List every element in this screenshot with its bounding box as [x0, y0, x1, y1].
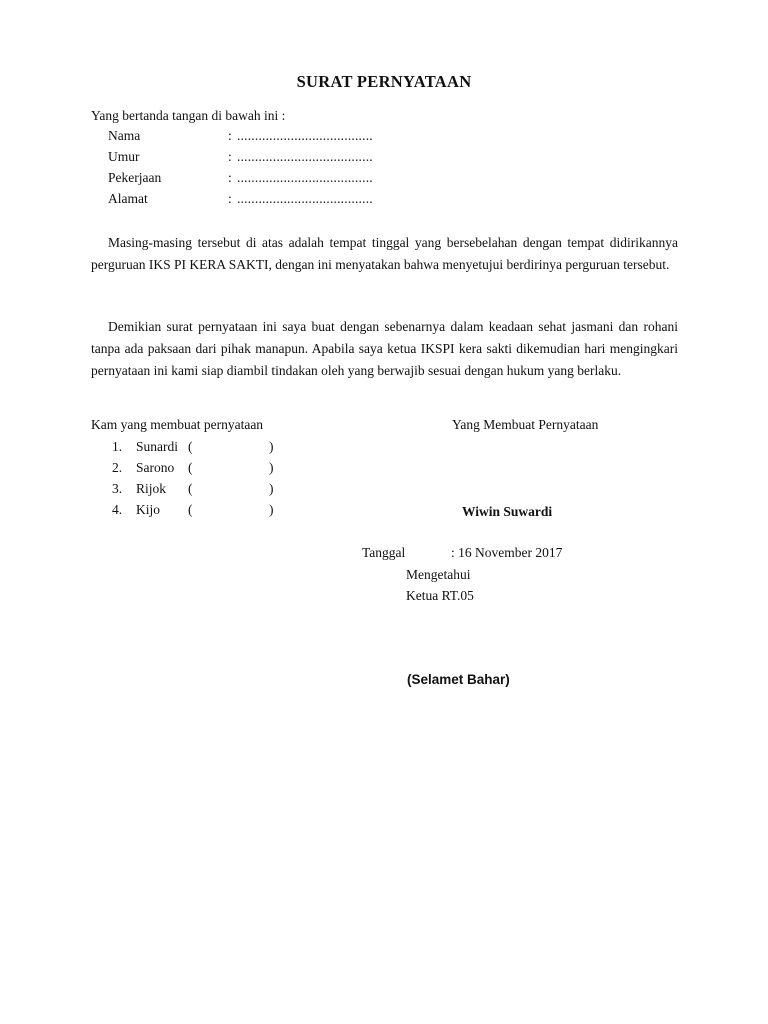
date-label: Tanggal: [362, 545, 406, 560]
field-colon: :: [228, 191, 232, 206]
signer-name: Kijo: [136, 502, 161, 517]
paragraph-declaration: Demikian surat pernyataan ini saya buat dengan sebenarnya dalam keadaan sehat jasmani dan rohani tanpa ada paksaan dari pihak manapun. Apabila saya ketua IKSPI kera sakti dikemudian hari mengingkari pernyataan ini kami siap diambil tindakan oleh yang berwajib sesuai dengan hukum yang berlaku.: [91, 319, 678, 378]
intro-text: Yang bertanda tangan di bawah ini :: [91, 108, 286, 123]
field-label: Pekerjaan: [108, 170, 162, 185]
signer-number: 2.: [112, 460, 123, 475]
signers-heading: Kam yang membuat pernyataan: [91, 417, 264, 432]
field-label: Nama: [108, 128, 141, 143]
signature-close-paren: ): [269, 481, 274, 496]
signature-open-paren: (: [188, 439, 193, 454]
acknowledged-label: Mengetahui: [406, 567, 471, 582]
field-colon: :: [228, 149, 232, 164]
maker-name: Wiwin Suwardi: [462, 504, 553, 519]
field-label: Umur: [108, 149, 140, 164]
rt-title: Ketua RT.05: [406, 588, 474, 603]
document-title: SURAT PERNYATAAN: [296, 72, 472, 91]
date-value: : 16 November 2017: [451, 545, 563, 560]
signer-number: 3.: [112, 481, 123, 496]
signer-number: 4.: [112, 502, 123, 517]
signer-number: 1.: [112, 439, 123, 454]
signature-close-paren: ): [269, 502, 274, 517]
maker-heading: Yang Membuat Pernyataan: [452, 417, 599, 432]
signer-name: Sunardi: [136, 439, 178, 454]
signer-name: Sarono: [136, 460, 175, 475]
signature-open-paren: (: [188, 481, 193, 496]
field-blank: ......................................: [237, 149, 373, 164]
signature-open-paren: (: [188, 502, 193, 517]
field-blank: ......................................: [237, 191, 373, 206]
signer-name: Rijok: [136, 481, 167, 496]
signature-open-paren: (: [188, 460, 193, 475]
field-label: Alamat: [108, 191, 148, 206]
field-colon: :: [228, 128, 232, 143]
field-colon: :: [228, 170, 232, 185]
signature-close-paren: ): [269, 439, 274, 454]
rt-name: (Selamet Bahar): [407, 672, 510, 687]
signature-close-paren: ): [269, 460, 274, 475]
paragraph-agreement: Masing-masing tersebut di atas adalah tempat tinggal yang bersebelahan dengan tempat didirikannya perguruan IKS PI KERA SAKTI, dengan ini menyatakan bahwa menyetujui berdirinya perguruan tersebut.: [91, 235, 678, 272]
field-blank: ......................................: [237, 128, 373, 143]
field-blank: ......................................: [237, 170, 373, 185]
